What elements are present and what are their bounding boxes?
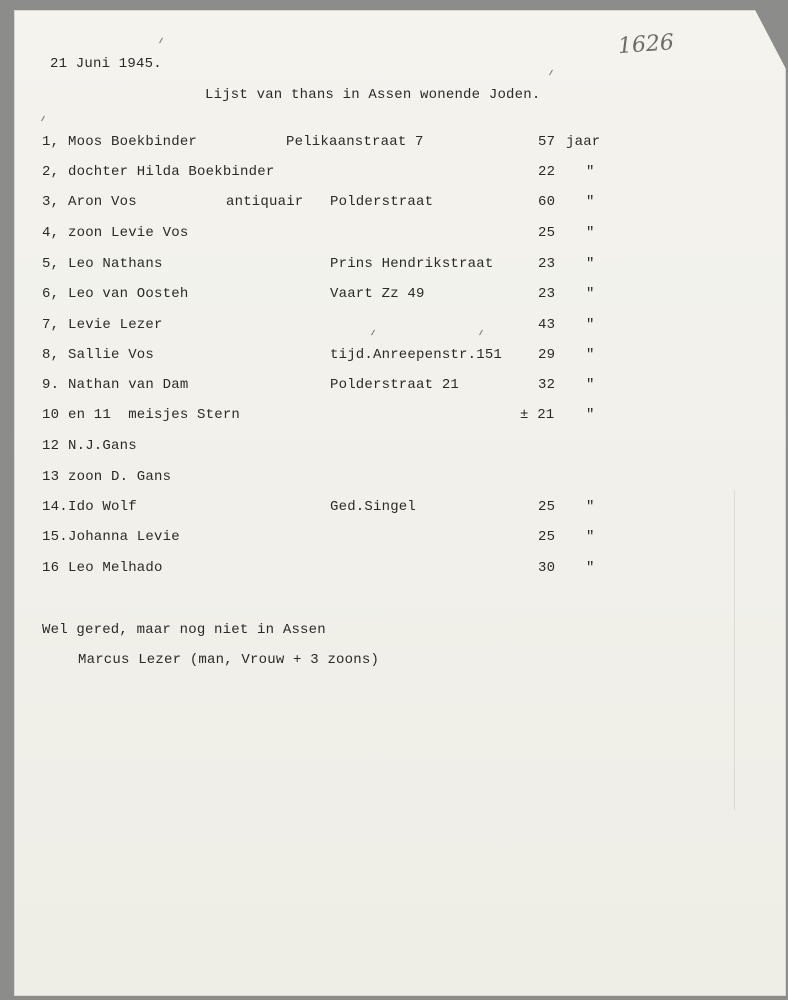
entry-name: dochter Hilda Boekbinder [68, 164, 275, 180]
entry-address: Pelikaanstraat 7 [286, 134, 424, 150]
entry-name: N.J.Gans [68, 438, 137, 454]
entry-address: tijd.Anreepenstr.151 [330, 347, 503, 363]
entry-name: en 11 meisjes Stern [68, 407, 241, 423]
entry-age: 25 [538, 529, 556, 545]
entry-unit: jaar [566, 134, 601, 150]
entry-name: zoon D. Gans [68, 469, 172, 485]
entry-unit: " [586, 194, 595, 210]
entry-address: Ged.Singel [330, 499, 417, 515]
entry-name: zoon Levie Vos [68, 225, 189, 241]
entry-num: 8, [42, 347, 60, 363]
entry-num: 5, [42, 256, 60, 272]
entry-unit: " [586, 286, 595, 302]
entry-name: Nathan van Dam [68, 377, 189, 393]
entry-num: 14. [42, 499, 68, 515]
entry-address: Prins Hendrikstraat [330, 256, 494, 272]
entry-age: 29 [538, 347, 556, 363]
entry-unit: " [586, 164, 595, 180]
entry-unit: " [586, 499, 595, 515]
entry-address: Polderstraat [330, 194, 434, 210]
entry-unit: " [586, 377, 595, 393]
entry-unit: " [586, 407, 595, 423]
entry-unit: " [586, 317, 595, 333]
entry-num: 7, [42, 317, 60, 333]
entry-age: 60 [538, 194, 556, 210]
entry-name: Levie Lezer [68, 317, 163, 333]
entry-age: 22 [538, 164, 556, 180]
entry-name: Sallie Vos [68, 347, 155, 363]
entry-num: 2, [42, 164, 60, 180]
entry-name: Ido Wolf [68, 499, 137, 515]
entry-age: 23 [538, 286, 556, 302]
entry-age: 23 [538, 256, 556, 272]
entry-address: Polderstraat 21 [330, 377, 460, 393]
entry-num: 9. [42, 377, 60, 393]
entry-name: Leo van Oosteh [68, 286, 189, 302]
entry-age: 30 [538, 560, 556, 576]
entry-num: 4, [42, 225, 60, 241]
document-date: 21 Juni 1945. [50, 56, 162, 72]
entry-age: 32 [538, 377, 556, 393]
entry-unit: " [586, 529, 595, 545]
entry-age: 57 [538, 134, 556, 150]
entry-age: ± 21 [520, 407, 555, 423]
entry-num: 1, [42, 134, 60, 150]
entry-address: Vaart Zz 49 [330, 286, 425, 302]
entry-age: 25 [538, 499, 556, 515]
entry-num: 3, [42, 194, 60, 210]
entry-num: 12 [42, 438, 60, 454]
entry-name: Moos Boekbinder [68, 134, 198, 150]
entry-num: 16 [42, 560, 60, 576]
entry-age: 25 [538, 225, 556, 241]
entry-name: Leo Nathans [68, 256, 163, 272]
entry-num: 6, [42, 286, 60, 302]
entry-age: 43 [538, 317, 556, 333]
entry-name: Aron Vos [68, 194, 137, 210]
entry-occupation: antiquair [226, 194, 304, 210]
entry-unit: " [586, 256, 595, 272]
entry-name: Leo Melhado [68, 560, 163, 576]
entry-unit: " [586, 347, 595, 363]
entry-num: 15. [42, 529, 68, 545]
entry-num: 13 [42, 469, 60, 485]
archive-number-handwritten: 1626 [617, 30, 675, 60]
footnote-line-2: Marcus Lezer (man, Vrouw + 3 zoons) [78, 652, 380, 668]
entry-name: Johanna Levie [68, 529, 180, 545]
paper-crease [734, 490, 788, 810]
entry-num: 10 [42, 407, 60, 423]
entry-unit: " [586, 225, 595, 241]
entry-unit: " [586, 560, 595, 576]
document-title: Lijst van thans in Assen wonende Joden. [205, 87, 541, 103]
footnote-line-1: Wel gered, maar nog niet in Assen [42, 622, 326, 638]
